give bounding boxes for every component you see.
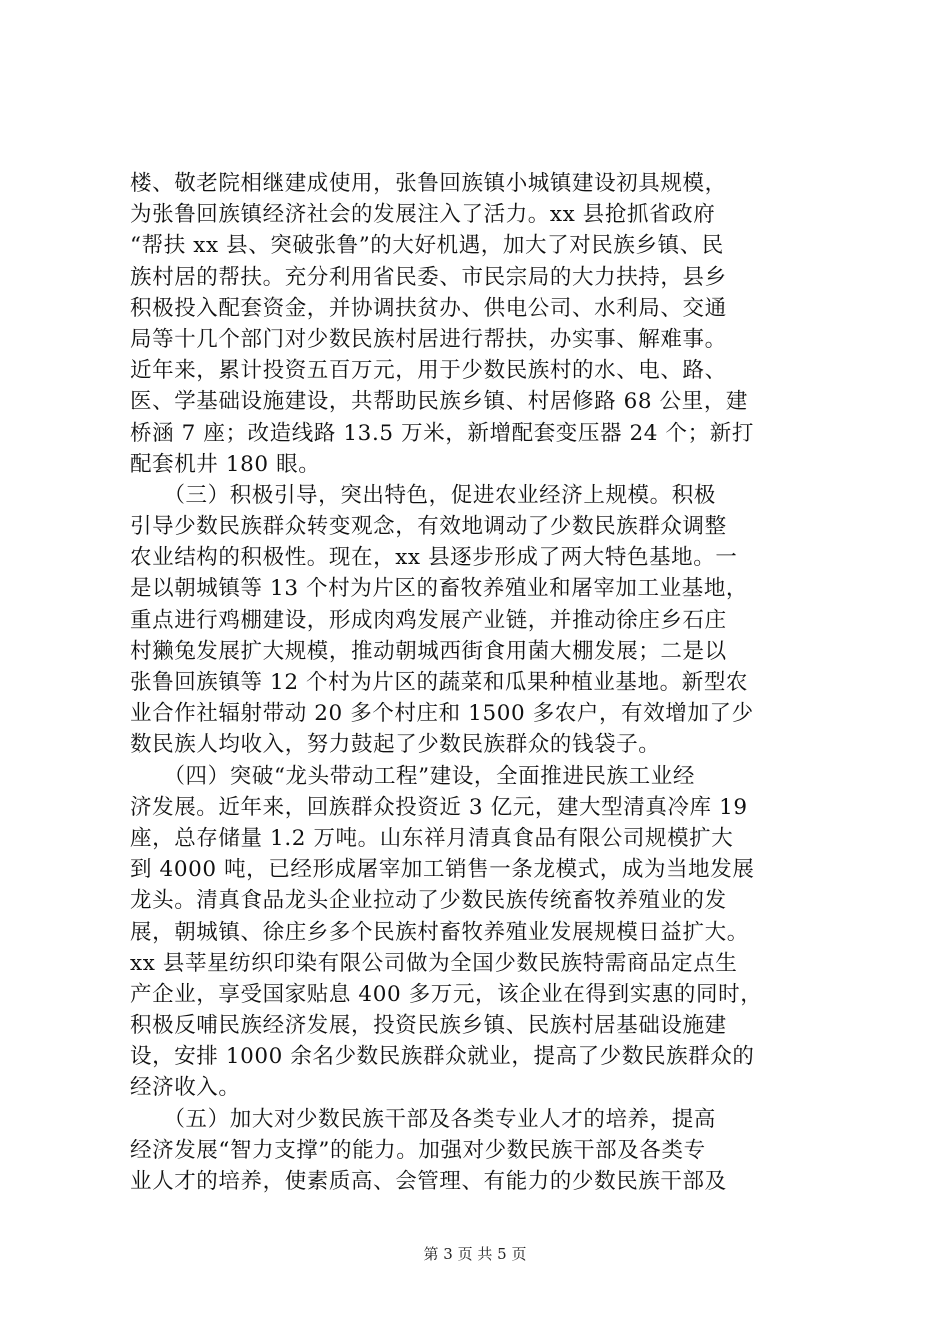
text-line: 重点进行鸡棚建设，形成肉鸡发展产业链，并推动徐庄乡石庄 — [130, 607, 727, 633]
text-line: 引导少数民族群众转变观念，有效地调动了少数民族群众调整 — [130, 514, 727, 540]
text-line: 为张鲁回族镇经济社会的发展注入了活力。xx 县抢抓省政府 — [130, 202, 716, 228]
text-line: 龙头。清真食品龙头企业拉动了少数民族传统畜牧养殖业的发 — [130, 888, 727, 914]
text-line: 展，朝城镇、徐庄乡多个民族村畜牧养殖业发展规模日益扩大。 — [130, 919, 749, 945]
page-footer: 第 3 页 共 5 页 — [423, 1245, 527, 1263]
text-line: 楼、敬老院相继建成使用，张鲁回族镇小城镇建设初具规模， — [130, 171, 727, 196]
text-line: 业合作社辐射带动 20 多个村庄和 1500 多农户，有效增加了少 — [130, 701, 754, 727]
text-line: 族村居的帮扶。充分利用省民委、市民宗局的大力扶持，县乡 — [130, 264, 727, 290]
text-line: 数民族人均收入，努力鼓起了少数民族群众的钱袋子。 — [130, 732, 661, 758]
body-text — [130, 168, 830, 1197]
text-line: 设，安排 1000 余名少数民族群众就业，提高了少数民族群众的 — [130, 1044, 755, 1070]
text-line: 济发展。近年来，回族群众投资近 3 亿元，建大型清真冷库 19 — [130, 794, 748, 820]
text-line: 产企业，享受国家贴息 400 多万元，该企业在得到实惠的同时， — [130, 981, 763, 1007]
text-line: xx 县莘星纺织印染有限公司做为全国少数民族特需商品定点生 — [130, 950, 738, 976]
text-line: （五）加大对少数民族干部及各类专业人才的培养，提高 — [130, 1106, 716, 1132]
text-line: 张鲁回族镇等 12 个村为片区的蔬菜和瓜果种植业基地。新型农 — [130, 670, 749, 695]
text-line: （四）突破“龙头带动工程”建设，全面推进民族工业经 — [130, 763, 695, 789]
text-line: 医、学基础设施建设，共帮助民族乡镇、村居修路 68 公里，建 — [130, 389, 749, 415]
text-line: “帮扶 xx 县、突破张鲁”的大好机遇，加大了对民族乡镇、民 — [130, 233, 724, 259]
text-line: 业人才的培养，使素质高、会管理、有能力的少数民族干部及 — [130, 1169, 727, 1194]
text-line: 近年来，累计投资五百万元，用于少数民族村的水、电、路、 — [130, 358, 727, 384]
text-line: 是以朝城镇等 13 个村为片区的畜牧养殖业和屠宰加工业基地， — [130, 576, 749, 602]
text-line: 局等十几个部门对少数民族村居进行帮扶，办实事、解难事。 — [130, 326, 727, 352]
text-line: 座，总存储量 1.2 万吨。山东祥月清真食品有限公司规模扩大 — [130, 825, 734, 851]
text-line: 村獭兔发展扩大规模，推动朝城西街食用菌大棚发展；二是以 — [130, 638, 727, 664]
text-line: 农业结构的积极性。现在，xx 县逐步形成了两大特色基地。一 — [130, 545, 738, 571]
text-line: 积极投入配套资金，并协调扶贫办、供电公司、水利局、交通 — [130, 295, 727, 321]
text-line: 桥涵 7 座；改造线路 13.5 万米，新增配套变压器 24 个；新打 — [130, 420, 754, 446]
text-line: 经济收入。 — [130, 1075, 241, 1101]
text-line: 经济发展“智力支撑”的能力。加强对少数民族干部及各类专 — [130, 1137, 706, 1163]
text-line: 积极反哺民族经济发展，投资民族乡镇、民族村居基础设施建 — [130, 1013, 727, 1039]
text-line: （三）积极引导，突出特色，促进农业经济上规模。积极 — [130, 482, 716, 508]
text-line: 到 4000 吨，已经形成屠宰加工销售一条龙模式，成为当地发展 — [130, 857, 755, 883]
text-line: 配套机井 180 眼。 — [130, 451, 321, 477]
